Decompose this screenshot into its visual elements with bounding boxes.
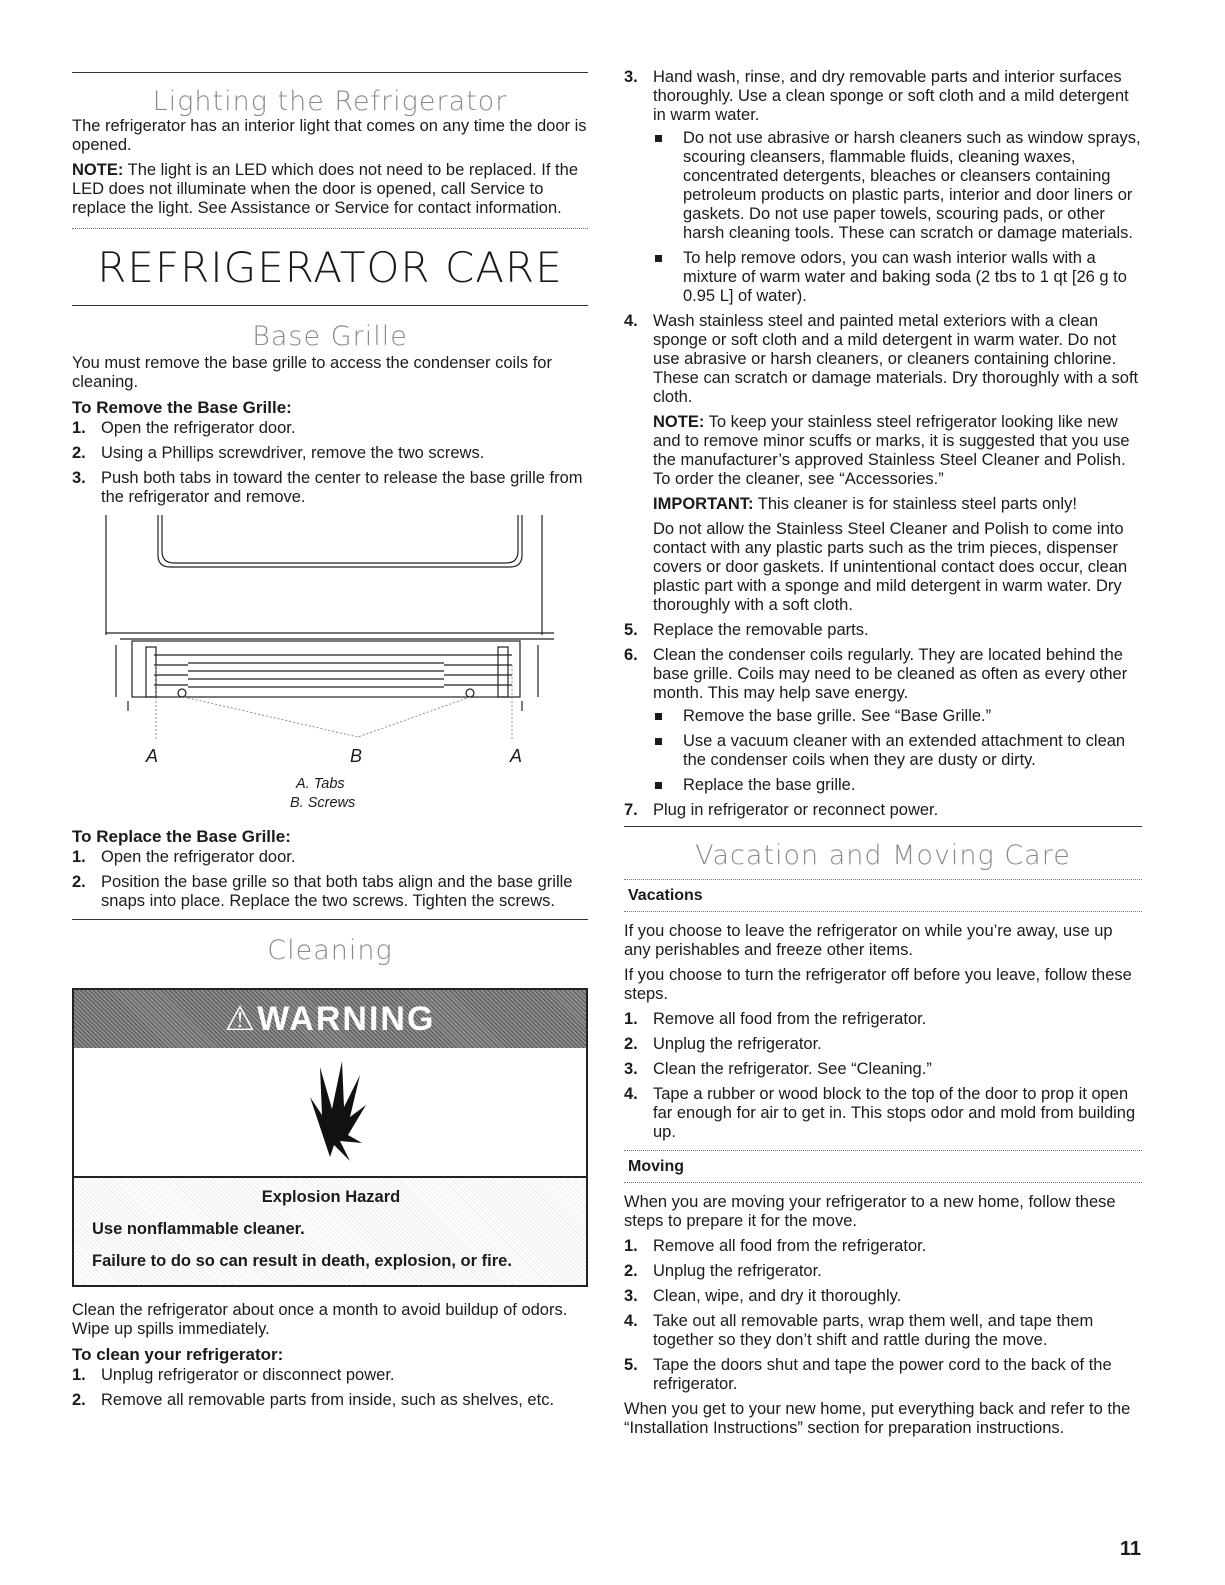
note-text: The light is an LED which does not need to be replaced. If the LED does not illuminate when the door is opened, call Service to replace the light. See Assistance or Service for contact information. xyxy=(72,161,578,217)
base-grille-heading: Base Grille xyxy=(252,321,408,352)
divider xyxy=(72,228,588,229)
list-item: 5. Replace the removable parts. xyxy=(624,621,869,639)
base-grille-figure xyxy=(72,515,588,811)
vacations-paragraph-2: If you choose to turn the refrigerator off before you leave, follow these steps. xyxy=(624,966,1132,1003)
explosion-symbol xyxy=(290,1057,370,1167)
divider xyxy=(72,305,588,306)
lighting-note xyxy=(72,161,588,218)
list-item: 3. Clean, wipe, and dry it thoroughly. xyxy=(624,1287,902,1305)
list-item: 1. Unplug refrigerator or disconnect power. xyxy=(72,1366,395,1384)
figure-label-b: B xyxy=(350,746,363,766)
page-number: 11 xyxy=(1119,1538,1141,1560)
clean-steps-continued xyxy=(624,68,1142,820)
remove-grille-steps xyxy=(72,419,588,507)
list-item: 1. Open the refrigerator door. xyxy=(72,848,296,866)
list-item: 6. Clean the condenser coils regularly. They are located behind the base grille. Coils may need to be cleaned as often as every other month. This may help save energy. Remove the base grille. See “Base Grille.” Use a vacuum cleaner with an extended attachment to clean the condenser coils when they are dusty or dirty. Replace the base grille. xyxy=(624,646,1142,795)
bullet-item: Do not use abrasive or harsh cleaners such as window sprays, scouring cleansers, flammable fluids, cleaning waxes, concentrated detergents, bleaches or cleansers containing petroleum products on plastic parts, interior and door liners or gaskets. Do not use paper towels, scouring pads, or other harsh cleaning tools. These can scratch or damage materials. xyxy=(653,129,1142,243)
divider xyxy=(624,1182,1142,1183)
list-item: 2. Remove all removable parts from inside, such as shelves, etc. xyxy=(72,1391,555,1409)
note-label: NOTE: xyxy=(72,161,124,179)
vacation-steps xyxy=(624,1010,1142,1142)
list-item: 1. Remove all food from the refrigerator. xyxy=(624,1010,927,1028)
left-column xyxy=(72,0,588,1416)
list-item: 2. Position the base grille so that both tabs align and the base grille snaps into place. Replace the two screws. Tighten the screws. xyxy=(72,873,573,910)
clean-steps xyxy=(72,1366,588,1410)
vacations-label: Vacations xyxy=(628,887,703,904)
hazard-line-1: Use nonflammable cleaner. xyxy=(92,1220,305,1238)
figure-label-a-right: A xyxy=(510,746,523,766)
lighting-heading: Lighting the Refrigerator xyxy=(152,86,508,117)
bullet-item: Replace the base grille. xyxy=(653,776,1142,795)
list-item: 4. Take out all removable parts, wrap them well, and tape them together so they don’t shift and rattle during the move. xyxy=(624,1312,1094,1349)
contact-warning: Do not allow the Stainless Steel Cleaner and Polish to come into contact with any plastic parts such as the trim pieces, dispenser covers or door gaskets. If unintentional contact does occur, clean plastic part with a sponge and mild detergent in warm water. Dry thoroughly with a soft cloth. xyxy=(653,520,1128,614)
list-item: 3. Push both tabs in toward the center to release the base grille from the refrigerator and remove. xyxy=(72,469,583,506)
bullet-list xyxy=(653,129,1142,306)
list-item: 3. Clean the refrigerator. See “Cleaning.” xyxy=(624,1060,932,1078)
list-item: 2. Unplug the refrigerator. xyxy=(624,1262,822,1280)
bullet-item: Remove the base grille. See “Base Grille.” xyxy=(653,707,1142,726)
caption-tabs: A. Tabs xyxy=(296,776,345,792)
replace-grille-heading: To Replace the Base Grille: xyxy=(72,827,291,846)
right-column xyxy=(624,68,1142,1444)
cleaning-heading: Cleaning xyxy=(267,935,393,966)
list-item: 2. Unplug the refrigerator. xyxy=(624,1035,822,1053)
cleaning-paragraph: Clean the refrigerator about once a month to avoid buildup of odors. Wipe up spills immediately. xyxy=(72,1301,568,1338)
list-item: 2. Using a Phillips screwdriver, remove the two screws. xyxy=(72,444,485,462)
bullet-item: To help remove odors, you can wash interior walls with a mixture of warm water and baking soda (2 tbs to 1 qt [26 g to 0.95 L] of water). xyxy=(653,249,1142,306)
divider xyxy=(72,919,588,920)
caption-screws: B. Screws xyxy=(290,795,356,811)
remove-grille-heading: To Remove the Base Grille: xyxy=(72,398,292,417)
lighting-paragraph: The refrigerator has an interior light that comes on any time the door is opened. xyxy=(72,117,587,154)
clean-steps-heading: To clean your refrigerator: xyxy=(72,1345,284,1364)
divider xyxy=(72,72,588,73)
bullet-list xyxy=(653,707,1142,795)
important-note: IMPORTANT: This cleaner is for stainless steel parts only! xyxy=(653,495,1077,513)
list-item: 7. Plug in refrigerator or reconnect power. xyxy=(624,801,939,819)
moving-label: Moving xyxy=(628,1158,684,1175)
warning-box xyxy=(72,988,588,1287)
list-item: 1. Remove all food from the refrigerator. xyxy=(624,1237,927,1255)
list-item: 3. Hand wash, rinse, and dry removable parts and interior surfaces thoroughly. Use a clean sponge or soft cloth and a mild detergent in warm water. Do not use abrasive or harsh cleaners such as window sprays, scouring cleansers, flammable fluids, cleaning waxes, concentrated detergents, bleaches or cleansers containing petroleum products on plastic parts, interior and door liners or gaskets. Do not use paper towels, scouring pads, or other harsh cleaning tools. These can scratch or damage materials. To help remove odors, you can wash interior walls with a mixture of warm water and baking soda (2 tbs to 1 qt [26 g to 0.95 L] of water). xyxy=(624,68,1141,305)
list-item: 1. Open the refrigerator door. xyxy=(72,419,296,437)
moving-paragraph: When you are moving your refrigerator to a new home, follow these steps to prepare it for the move. xyxy=(624,1193,1116,1230)
figure-label-a-left: A xyxy=(146,746,159,766)
vacation-moving-heading: Vacation and Moving Care xyxy=(695,840,1071,871)
moving-closing: When you get to your new home, put everything back and refer to the “Installation Instructions” section for preparation instructions. xyxy=(624,1400,1131,1437)
vacations-paragraph-1: If you choose to leave the refrigerator on while you’re away, use up any perishables and freeze other items. xyxy=(624,922,1113,959)
bullet-item: Use a vacuum cleaner with an extended attachment to clean the condenser coils when they are dusty or dirty. xyxy=(653,732,1142,770)
hazard-title: Explosion Hazard xyxy=(261,1188,401,1206)
replace-grille-steps xyxy=(72,848,588,911)
warning-text xyxy=(74,1178,586,1285)
warning-banner: ⚠WARNING xyxy=(74,990,586,1048)
moving-steps xyxy=(624,1237,1142,1394)
divider xyxy=(624,911,1142,912)
stainless-note: NOTE: To keep your stainless steel refrigerator looking like new and to remove minor scuffs or marks, it is suggested that you use the manufacturer’s approved Stainless Steel Cleaner and Polish. To order the cleaner, see “Accessories.” xyxy=(653,413,1130,488)
list-item: 4. Tape a rubber or wood block to the top of the door to prop it open far enough for air to get in. This stops odor and mold from building up. xyxy=(624,1085,1136,1141)
base-grille-intro: You must remove the base grille to access the condenser coils for cleaning. xyxy=(72,354,552,391)
hazard-line-2: Failure to do so can result in death, explosion, or fire. xyxy=(92,1252,512,1270)
list-item: 5. Tape the doors shut and tape the power cord to the back of the refrigerator. xyxy=(624,1356,1112,1393)
list-item: 4. Wash stainless steel and painted metal exteriors with a clean sponge or soft cloth and a mild detergent in warm water. Do not use abrasive or harsh cleaners, or cleaners containing chlorine. These can scratch or damage materials. Dry thoroughly with a soft cloth. NOTE: To keep your stainless steel refrigerator looking like new and to remove minor scuffs or marks, it is suggested that you use the manufacturer’s approved Stainless Steel Cleaner and Polish. To order the cleaner, see “Accessories.” IMPORTANT: This cleaner is for stainless steel parts only! Do not allow the Stainless Steel Cleaner and Polish to come into contact with any plastic parts such as the trim pieces, dispenser covers or door gaskets. If unintentional contact does occur, clean plastic part with a sponge and mild detergent in warm water. Dry thoroughly with a soft cloth. xyxy=(624,312,1142,615)
refrigerator-care-heading: REFRIGERATOR CARE xyxy=(97,243,563,292)
explosion-icon xyxy=(74,1048,586,1178)
divider xyxy=(624,826,1142,827)
